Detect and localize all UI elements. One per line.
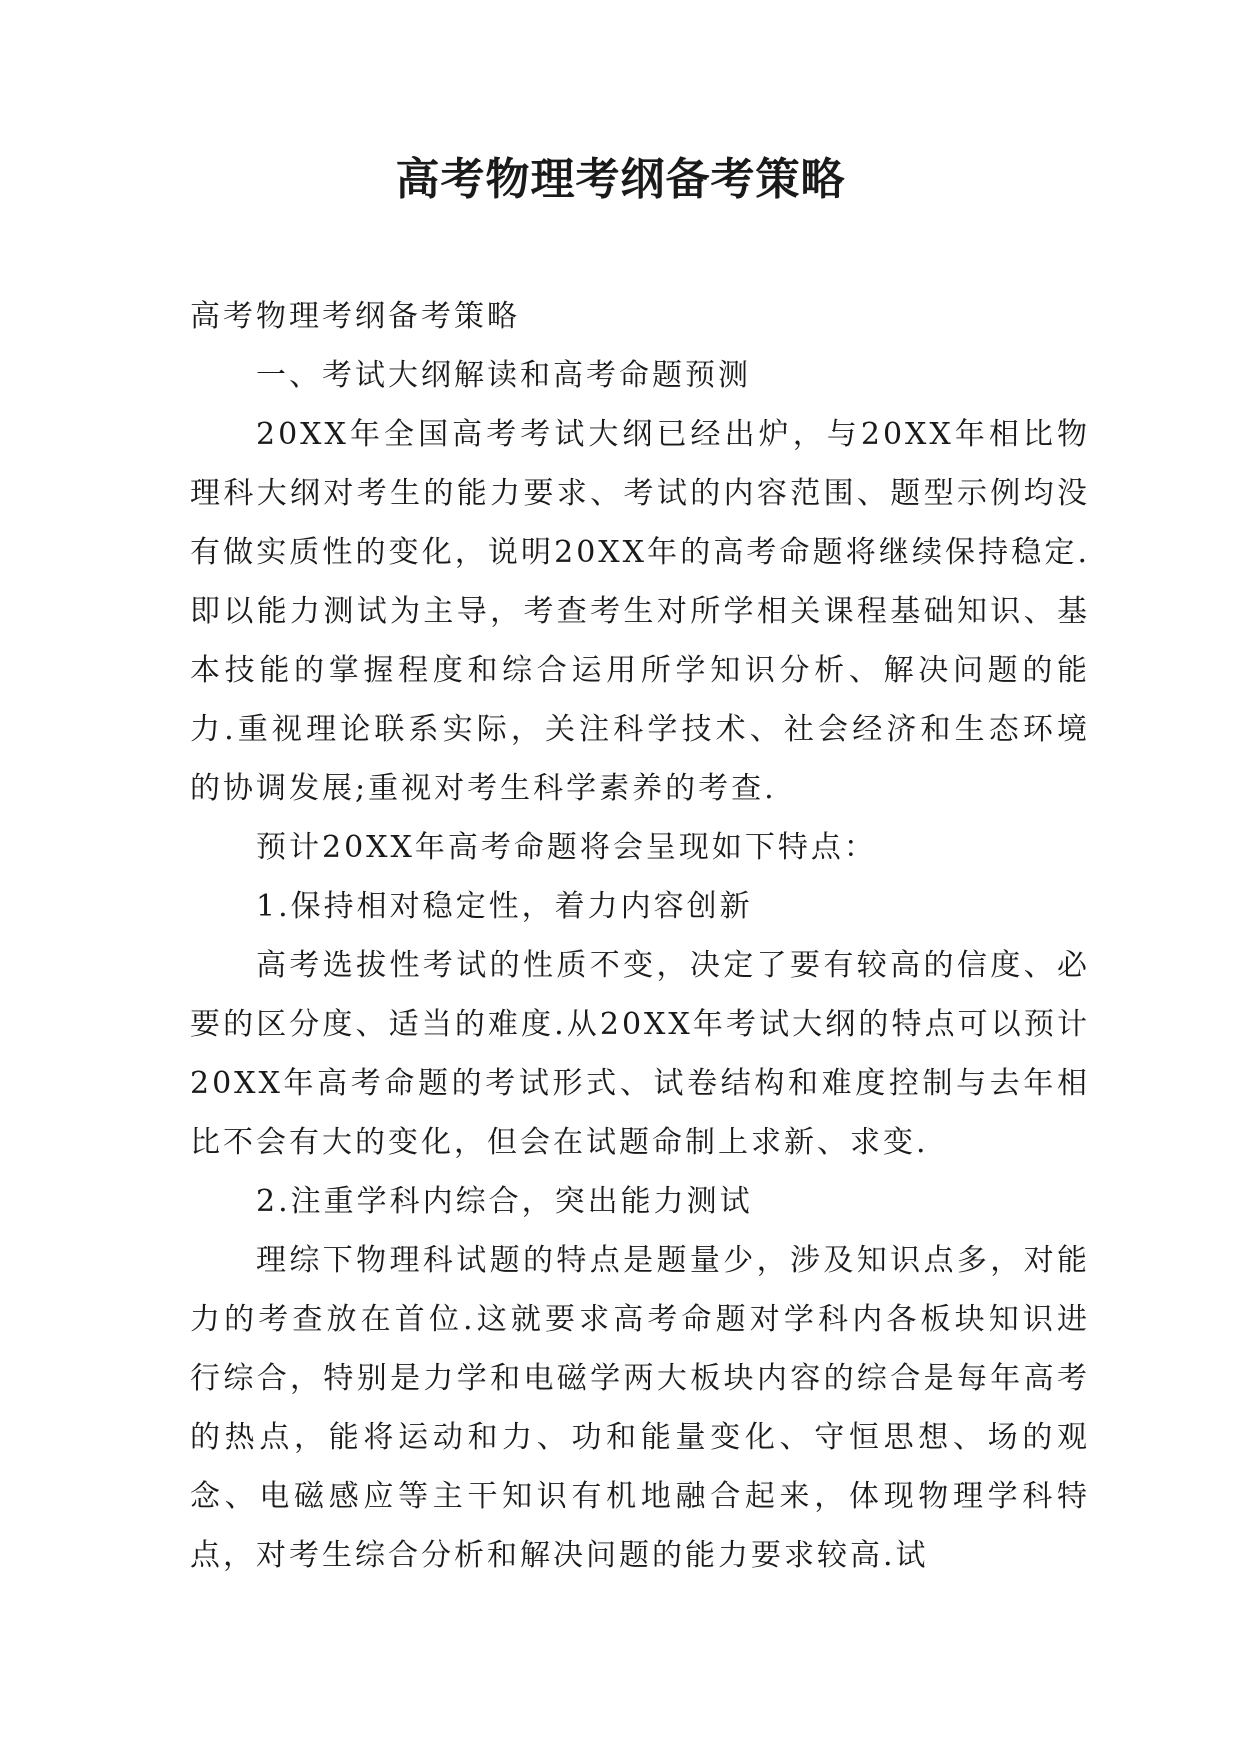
paragraph-list-item: 2.注重学科内综合，突出能力测试 (256, 1184, 753, 1219)
document-title: 高考物理考纲备考策略 (395, 154, 846, 205)
paragraph-list-item: 1.保持相对稳定性，着力内容创新 (256, 889, 753, 924)
document-body (190, 287, 1090, 1585)
paragraph: 高考选拔性考试的性质不变，决定了要有较高的信度、必要的区分度、适当的难度.从20XX年考试大纲的特点可以预计20XX年高考命题的考试形式、试卷结构和难度控制与去年相比不会有大的变化，但会在试题命制上求新、求变. (190, 948, 1090, 1160)
paragraph-subtitle: 高考物理考纲备考策略 (190, 299, 520, 334)
paragraph-section-heading: 一、考试大纲解读和高考命题预测 (256, 358, 751, 393)
paragraph: 预计20XX年高考命题将会呈现如下特点： (256, 830, 877, 865)
paragraph: 20XX年全国高考考试大纲已经出炉，与20XX年相比物理科大纲对考生的能力要求、考试的内容范围、题型示例均没有做实质性的变化，说明20XX年的高考命题将继续保持稳定.即以能力测试为主导，考查考生对所学相关课程基础知识、基本技能的掌握程度和综合运用所学知识分析、解决问题的能力.重视理论联系实际，关注科学技术、社会经济和生态环境的协调发展;重视对考生科学素养的考查. (190, 417, 1090, 806)
paragraph: 理综下物理科试题的特点是题量少，涉及知识点多，对能力的考查放在首位.这就要求高考命题对学科内各板块知识进行综合，特别是力学和电磁学两大板块内容的综合是每年高考的热点，能将运动和力、功和能量变化、守恒思想、场的观念、电磁感应等主干知识有机地融合起来，体现物理学科特点，对考生综合分析和解决问题的能力要求较高.试 (190, 1243, 1090, 1573)
